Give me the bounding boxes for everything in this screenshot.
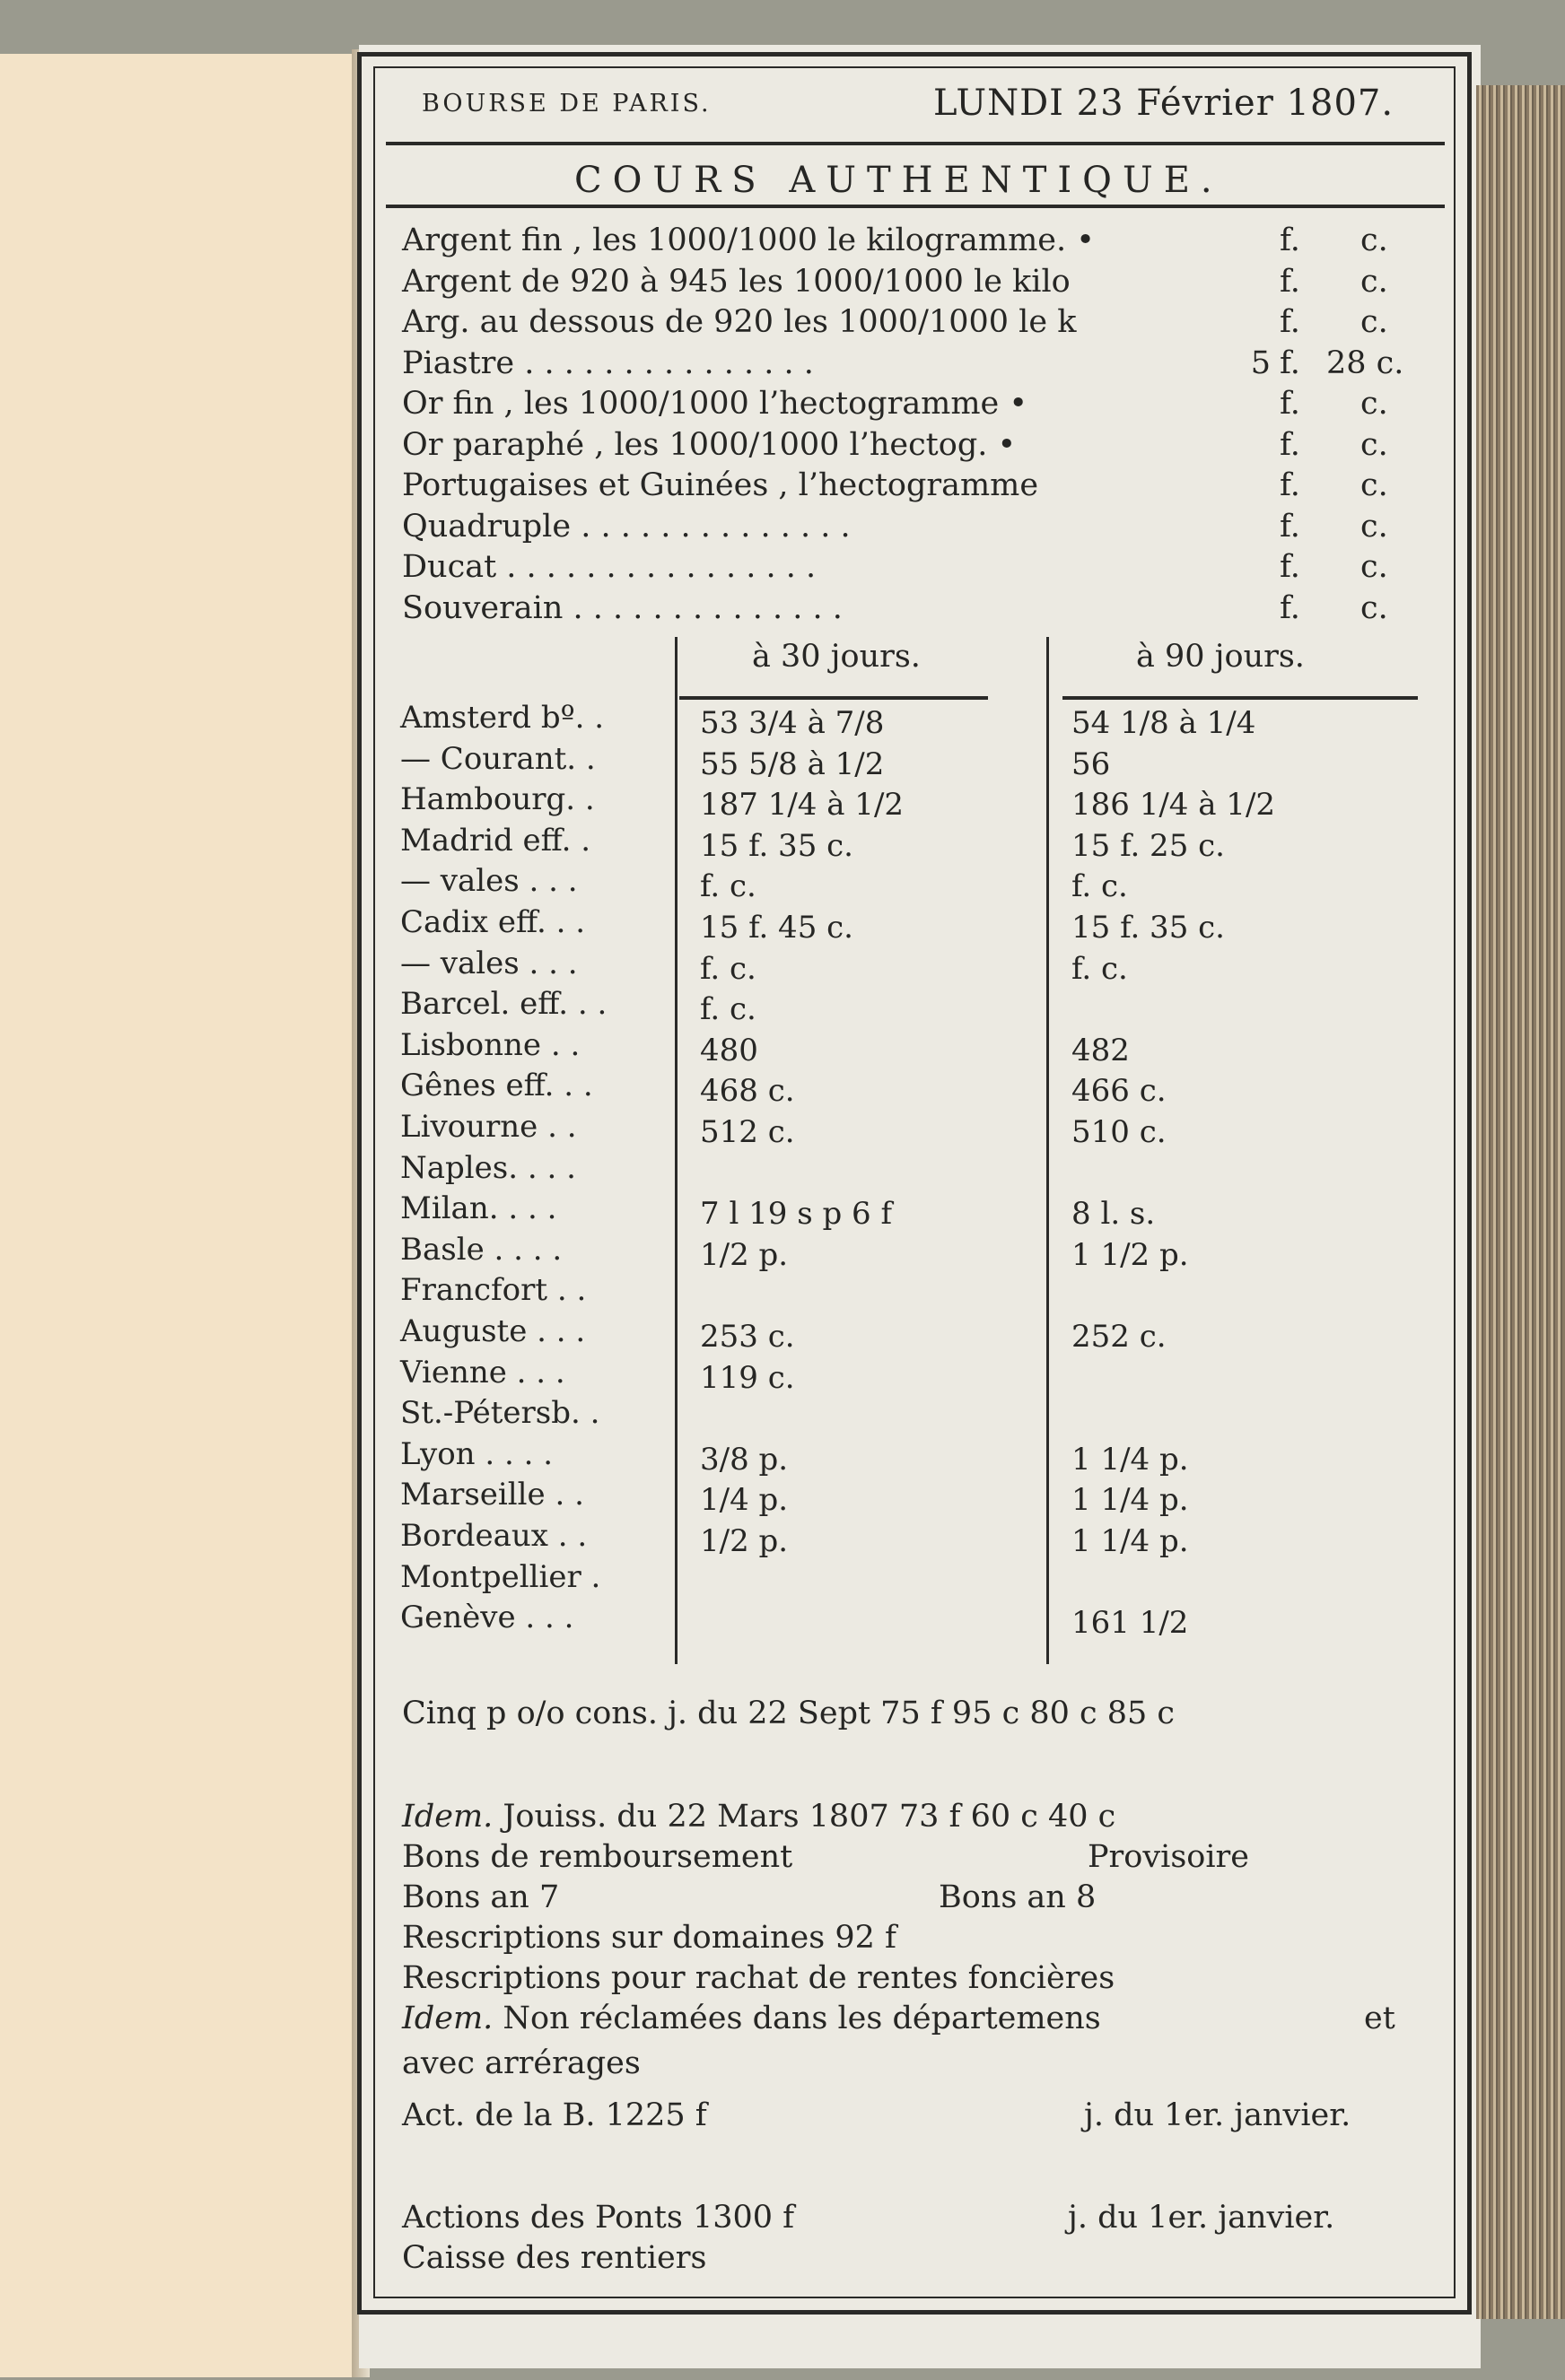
exchange-city: — Courant. . [400, 740, 596, 777]
exchange-row [400, 904, 1450, 946]
metal-cent: c. [1360, 263, 1388, 300]
metal-row [402, 509, 1452, 550]
rescriptions-rachat: Rescriptions pour rachat de rentes foncières [402, 1960, 1115, 1996]
metal-row [402, 467, 1452, 509]
exchange-row [400, 1518, 1450, 1559]
exchange-30-day: 7 l 19 s p 6 f [700, 1196, 893, 1233]
exchange-city: Montpellier . [400, 1558, 601, 1595]
exchange-city: Lisbonne . . [400, 1026, 581, 1063]
exchange-30-day: 1/4 p. [700, 1482, 789, 1519]
metal-franc: f. [1280, 222, 1300, 258]
metal-label: Or fin , les 1000/1000 l’hectogramme • [402, 386, 1028, 422]
exchange-90-day: 1 1/4 p. [1071, 1523, 1189, 1559]
bons-an-7: Bons an 7 [402, 1879, 560, 1915]
exchange-row [400, 1436, 1450, 1478]
metal-row [402, 345, 1452, 387]
exchange-city: Auguste . . . [400, 1313, 586, 1349]
metal-franc: f. [1280, 549, 1300, 585]
exchange-30-day: f. c. [700, 868, 756, 905]
header-rule [386, 142, 1445, 145]
exchange-30-day: 468 c. [700, 1073, 795, 1110]
exchange-city: Genève . . . [400, 1600, 574, 1636]
exchange-city: Madrid eff. . [400, 822, 591, 859]
metal-cent: c. [1360, 386, 1388, 422]
exchange-row [400, 1150, 1450, 1191]
header-bourse: BOURSE DE PARIS. [422, 90, 712, 118]
exchange-90-day: 252 c. [1071, 1319, 1167, 1355]
jouissance-banque: j. du 1er. janvier. [1084, 2097, 1351, 2133]
exchange-30-day: 15 f. 45 c. [700, 910, 853, 946]
exchange-30-day: 512 c. [700, 1114, 795, 1150]
exchange-30-day: 480 [700, 1032, 758, 1068]
et-word: et [1364, 2001, 1395, 2036]
exchange-row [400, 781, 1450, 823]
exchange-30-day: 3/8 p. [700, 1441, 789, 1478]
metal-franc: f. [1280, 344, 1300, 381]
exchange-90-day: 482 [1071, 1032, 1130, 1068]
exchange-row [400, 1355, 1450, 1396]
exchange-city: Marseille . . [400, 1477, 584, 1513]
exchange-row [400, 700, 1450, 741]
provisoire: Provisoire [1088, 1839, 1249, 1875]
exchange-30-day: 15 f. 35 c. [700, 827, 853, 864]
metal-cent: c. [1360, 222, 1388, 258]
metal-label: Piastre . . . . . . . . . . . . . . . [402, 344, 814, 381]
exchange-30-day: 53 3/4 à 7/8 [700, 705, 885, 741]
metal-row [402, 590, 1452, 632]
metal-label: Ducat . . . . . . . . . . . . . . . . [402, 549, 817, 585]
caisse-rentiers: Caisse des rentiers [402, 2240, 707, 2276]
exchange-city: Hambourg. . [400, 781, 595, 818]
page-edges [1476, 85, 1565, 2319]
exchange-row [400, 1027, 1450, 1068]
metal-cent: c. [1360, 467, 1388, 503]
jouissance-ponts: j. du 1er. janvier. [1068, 2200, 1335, 2236]
exchange-90-day: 186 1/4 à 1/2 [1071, 787, 1276, 824]
metal-cent: c. [1360, 508, 1388, 545]
exchange-city: Milan. . . . [400, 1190, 557, 1227]
metal-label: Argent fin , les 1000/1000 le kilogramme. • [402, 222, 1095, 258]
metal-franc: f. [1280, 304, 1300, 340]
exchange-row [400, 1395, 1450, 1436]
exchange-city: Cadix eff. . . [400, 904, 586, 940]
exchange-90-day: f. c. [1071, 950, 1128, 987]
cinq-pct-line: Cinq p o/o cons. j. du 22 Sept 75 f 95 c 80 c 85 c [402, 1696, 1175, 1731]
exchange-row [400, 1477, 1450, 1518]
exchange-row [400, 823, 1450, 864]
metal-cent: c. [1360, 304, 1388, 340]
metal-franc: f. [1280, 467, 1300, 503]
exchange-row [400, 1600, 1450, 1641]
metal-franc: f. [1280, 426, 1300, 463]
idem-non-reclamees: Idem. Non réclamées dans les départemens [402, 2001, 1101, 2036]
metal-label: Or paraphé , les 1000/1000 l’hectog. • [402, 426, 1017, 463]
exchange-30-day: 187 1/4 à 1/2 [700, 787, 905, 824]
exchange-30-day: 1/2 p. [700, 1236, 789, 1273]
exchange-city: Bordeaux . . [400, 1518, 588, 1554]
exchange-90-day: 8 l. s. [1071, 1196, 1156, 1233]
metal-row [402, 264, 1452, 305]
exchange-city: Livourne . . [400, 1109, 577, 1145]
metal-row [402, 304, 1452, 345]
exchange-row [400, 1068, 1450, 1109]
metal-label: Argent de 920 à 945 les 1000/1000 le kilo [402, 263, 1071, 300]
exchange-30-day: f. c. [700, 991, 756, 1028]
exchange-row [400, 1109, 1450, 1150]
exchange-row [400, 863, 1450, 904]
exchange-30-day: 55 5/8 à 1/2 [700, 745, 885, 782]
exchange-90-day: 510 c. [1071, 1114, 1167, 1150]
header-date: LUNDI 23 Février 1807. [933, 83, 1395, 124]
exchange-city: — vales . . . [400, 945, 578, 981]
exchange-30-day: 253 c. [700, 1319, 795, 1355]
exchange-90-day: f. c. [1071, 868, 1128, 905]
avec-arrerages: avec arrérages [402, 2045, 641, 2081]
title-rule [386, 205, 1445, 208]
page-title: COURS AUTHENTIQUE. [574, 160, 1223, 201]
exchange-row [400, 741, 1450, 782]
col-90-header: à 90 jours. [1136, 639, 1305, 675]
metal-cent: c. [1360, 549, 1388, 585]
exchange-row [400, 986, 1450, 1027]
metal-cent: c. [1360, 589, 1388, 626]
bons-remboursement: Bons de remboursement [402, 1839, 793, 1875]
metal-row [402, 386, 1452, 427]
left-blank-page [0, 54, 359, 2377]
metal-franc: f. [1280, 589, 1300, 626]
exchange-90-day: 56 [1071, 745, 1111, 782]
exchange-row [400, 1272, 1450, 1313]
exchange-city: Barcel. eff. . . [400, 986, 608, 1023]
exchange-30-day: 1/2 p. [700, 1523, 789, 1559]
actions-banque: Act. de la B. 1225 f [402, 2097, 707, 2133]
exchange-90-day: 15 f. 35 c. [1071, 910, 1225, 946]
exchange-90-day: 1 1/4 p. [1071, 1482, 1189, 1519]
exchange-90-day: 1 1/2 p. [1071, 1236, 1189, 1273]
exchange-90-day: 54 1/8 à 1/4 [1071, 705, 1256, 741]
exchange-90-day: 1 1/4 p. [1071, 1441, 1189, 1478]
metal-number: 5 [1250, 344, 1271, 381]
metal-label: Quadruple . . . . . . . . . . . . . . [402, 508, 851, 545]
exchange-row [400, 1190, 1450, 1232]
metal-label: Souverain . . . . . . . . . . . . . . [402, 589, 843, 626]
exchange-city: Amsterd bº. . [400, 700, 605, 736]
metal-franc: f. [1280, 386, 1300, 422]
exchange-city: Basle . . . . [400, 1231, 563, 1268]
exchange-city: — vales . . . [400, 863, 578, 900]
metal-cent: 28 c. [1326, 344, 1404, 381]
exchange-90-day: 466 c. [1071, 1073, 1167, 1110]
metal-cent: c. [1360, 426, 1388, 463]
metal-franc: f. [1280, 263, 1300, 300]
exchange-90-day: 161 1/2 [1071, 1605, 1189, 1642]
exchange-30-day: f. c. [700, 950, 756, 987]
exchange-row [400, 946, 1450, 987]
exchange-city: Lyon . . . . [400, 1435, 554, 1472]
actions-ponts: Actions des Ponts 1300 f [402, 2200, 795, 2236]
exchange-city: Vienne . . . [400, 1354, 565, 1391]
exchange-city: Francfort . . [400, 1272, 587, 1309]
metal-row [402, 427, 1452, 468]
exchange-row [400, 1313, 1450, 1355]
exchange-city: Naples. . . . [400, 1149, 576, 1186]
rescriptions-domaines: Rescriptions sur domaines 92 f [402, 1920, 896, 1956]
exchange-row [400, 1232, 1450, 1273]
metal-franc: f. [1280, 508, 1300, 545]
metal-label: Portugaises et Guinées , l’hectogramme [402, 467, 1039, 503]
exchange-90-day: 15 f. 25 c. [1071, 827, 1225, 864]
metal-row [402, 549, 1452, 590]
exchange-city: St.-Pétersb. . [400, 1395, 600, 1432]
idem-jouiss-line: Idem. Jouiss. du 22 Mars 1807 73 f 60 c 40 c [402, 1799, 1116, 1835]
exchange-row [400, 1559, 1450, 1600]
bons-an-8: Bons an 8 [939, 1879, 1097, 1915]
metal-row [402, 222, 1452, 264]
metal-label: Arg. au dessous de 920 les 1000/1000 le k [402, 304, 1077, 340]
col-30-header: à 30 jours. [752, 639, 921, 675]
exchange-city: Gênes eff. . . [400, 1068, 593, 1104]
exchange-30-day: 119 c. [700, 1359, 795, 1396]
